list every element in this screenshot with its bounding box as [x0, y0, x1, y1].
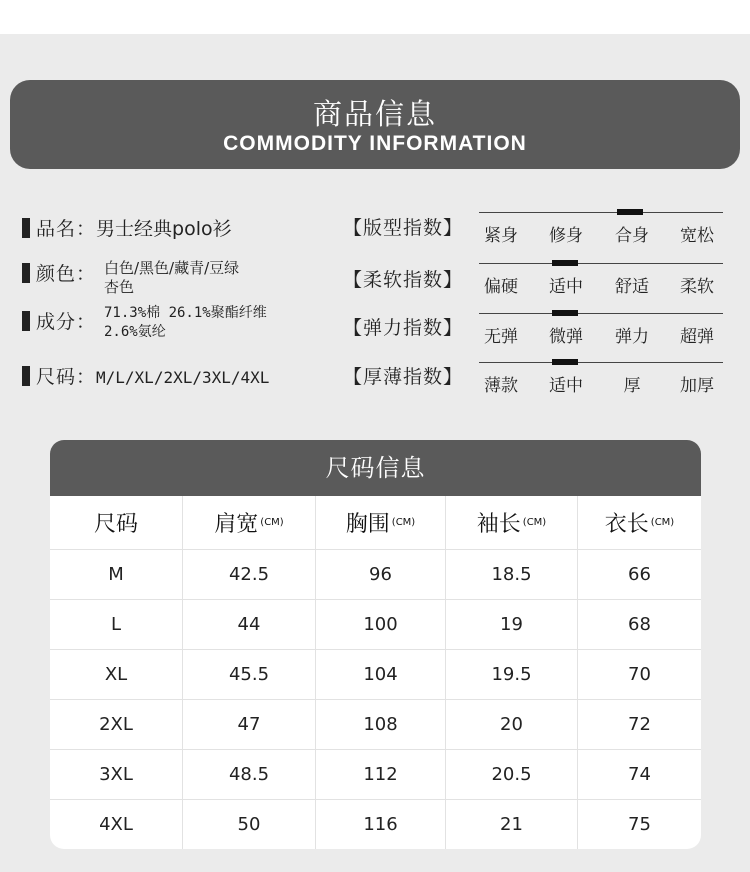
- bullet-bar: [22, 263, 30, 283]
- scale-option: 薄款: [484, 376, 518, 396]
- table-cell: 48.5: [182, 749, 315, 799]
- size-value: M/L/XL/2XL/3XL/4XL: [96, 368, 270, 387]
- size-label: 尺码：: [36, 366, 97, 388]
- material-line1: 71.3%棉 26.1%聚酯纤维: [104, 305, 267, 321]
- header-size: 尺码: [93, 512, 138, 537]
- table-cell: XL: [104, 663, 128, 685]
- table-cell: 70: [577, 649, 701, 699]
- material-label: 成分：: [36, 311, 97, 333]
- scale-marker: [552, 260, 578, 266]
- table-cell: 66: [577, 549, 701, 599]
- scale-option: 紧身: [484, 226, 518, 246]
- name-label: 品名：: [36, 218, 97, 240]
- table-row: [50, 549, 701, 600]
- table-row: [50, 649, 701, 700]
- info-color: [22, 259, 322, 301]
- color-line2: 杏色: [104, 278, 135, 296]
- bullet-bar: [22, 218, 30, 238]
- index-scale-thickness: [479, 362, 723, 402]
- material-line2: 2.6%氨纶: [104, 324, 166, 340]
- info-material: [22, 307, 342, 349]
- color-label: 颜色：: [36, 263, 97, 285]
- table-row: [50, 599, 701, 650]
- scale-marker: [552, 310, 578, 316]
- scale-option: 适中: [549, 376, 583, 396]
- header-chest: 胸围 (CM): [315, 496, 445, 549]
- scale-option: 偏硬: [484, 277, 518, 297]
- table-cell: 4XL: [99, 813, 133, 835]
- table-cell: 44: [182, 599, 315, 649]
- table-cell: 20: [445, 699, 577, 749]
- name-value: 男士经典polo衫: [96, 218, 232, 240]
- index-scale-softness: [479, 263, 723, 303]
- scale-line: [479, 263, 723, 264]
- table-cell: M: [108, 563, 124, 585]
- title-en: COMMODITY INFORMATION: [223, 132, 527, 155]
- scale-option: 微弹: [549, 327, 583, 347]
- scale-option: 加厚: [680, 376, 714, 396]
- table-cell: 116: [315, 799, 445, 849]
- scale-option: 弹力: [615, 327, 649, 347]
- header-shoulder: 肩宽 (CM): [182, 496, 315, 549]
- table-cell: 3XL: [99, 763, 133, 785]
- table-cell: 96: [315, 549, 445, 599]
- scale-option: 超弹: [680, 327, 714, 347]
- table-row: [50, 749, 701, 800]
- index-label-softness: 【柔软指数】: [343, 269, 464, 291]
- table-cell: L: [110, 613, 122, 635]
- bullet-bar: [22, 366, 30, 386]
- scale-option: 宽松: [680, 226, 714, 246]
- scale-option: 厚: [623, 376, 641, 396]
- table-cell: 47: [182, 699, 315, 749]
- scale-option: 适中: [549, 277, 583, 297]
- scale-option: 无弹: [484, 327, 518, 347]
- table-cell: 18.5: [445, 549, 577, 599]
- scale-option: 合身: [615, 226, 649, 246]
- index-scale-elasticity: [479, 313, 723, 353]
- table-row: [50, 699, 701, 750]
- info-size: [22, 362, 269, 389]
- table-cell: 74: [577, 749, 701, 799]
- table-cell: 75: [577, 799, 701, 849]
- table-cell: 20.5: [445, 749, 577, 799]
- scale-option: 舒适: [615, 277, 649, 297]
- title-banner: [10, 80, 740, 169]
- title-cn: 商品信息: [312, 97, 437, 131]
- color-line1: 白色/黑色/藏青/豆绿: [104, 259, 240, 277]
- table-cell: 19.5: [445, 649, 577, 699]
- header-sleeve: 袖长 (CM): [445, 496, 577, 549]
- scale-line: [479, 313, 723, 314]
- table-cell: 19: [445, 599, 577, 649]
- scale-marker: [552, 359, 578, 365]
- table-cell: 21: [445, 799, 577, 849]
- table-cell: 112: [315, 749, 445, 799]
- table-cell: 45.5: [182, 649, 315, 699]
- info-name: [22, 214, 232, 241]
- table-header-row: [50, 496, 701, 550]
- top-strip: [0, 0, 750, 34]
- index-label-thickness: 【厚薄指数】: [343, 366, 464, 388]
- size-table-title: 尺码信息: [50, 440, 701, 496]
- table-cell: 50: [182, 799, 315, 849]
- table-cell: 104: [315, 649, 445, 699]
- table-cell: 68: [577, 599, 701, 649]
- table-cell: 2XL: [99, 713, 133, 735]
- table-row: [50, 799, 701, 849]
- scale-option: 柔软: [680, 277, 714, 297]
- table-cell: 100: [315, 599, 445, 649]
- size-table-card: [50, 440, 701, 849]
- table-cell: 108: [315, 699, 445, 749]
- scale-marker: [617, 209, 643, 215]
- table-cell: 42.5: [182, 549, 315, 599]
- scale-line: [479, 212, 723, 213]
- scale-line: [479, 362, 723, 363]
- scale-option: 修身: [549, 226, 583, 246]
- table-cell: 72: [577, 699, 701, 749]
- index-scale-fit: [479, 212, 723, 252]
- index-label-elasticity: 【弹力指数】: [343, 317, 464, 339]
- header-length: 衣长 (CM): [577, 496, 701, 549]
- bullet-bar: [22, 311, 30, 331]
- index-label-fit: 【版型指数】: [343, 217, 464, 239]
